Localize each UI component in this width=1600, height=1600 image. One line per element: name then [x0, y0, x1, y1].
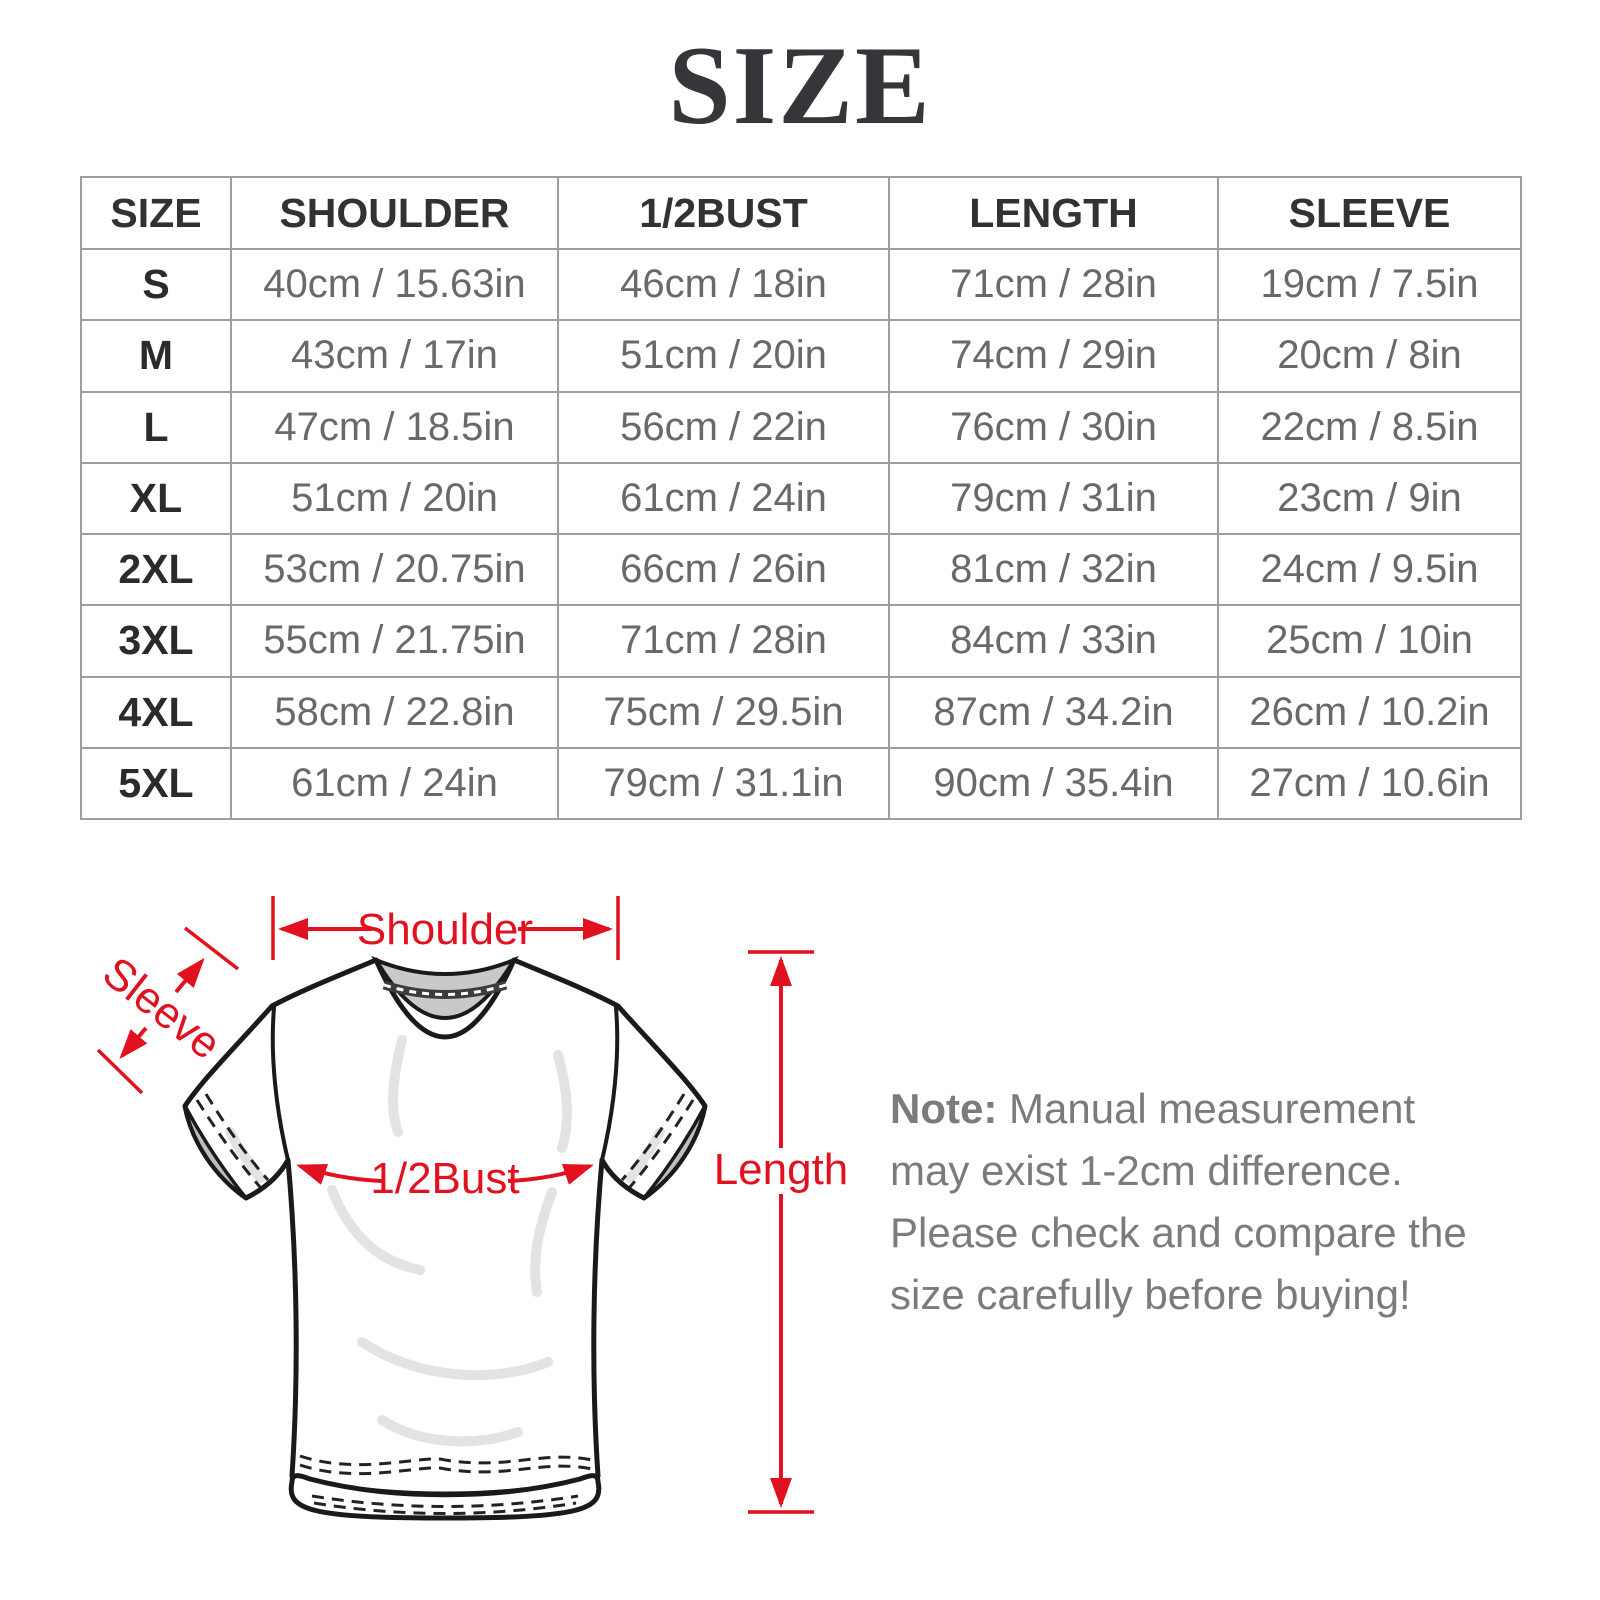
size-cell: 3XL — [81, 605, 231, 676]
table-row — [81, 392, 1521, 463]
table-row — [81, 748, 1521, 819]
measurement-cell: 55cm / 21.75in — [231, 605, 558, 676]
measurement-cell: 47cm / 18.5in — [231, 392, 558, 463]
measurement-cell: 56cm / 22in — [558, 392, 889, 463]
size-table — [80, 176, 1522, 820]
measurement-cell: 27cm / 10.6in — [1218, 748, 1521, 819]
table-row — [81, 249, 1521, 320]
measurement-cell: 46cm / 18in — [558, 249, 889, 320]
measurement-cell: 58cm / 22.8in — [231, 677, 558, 748]
table-row — [81, 320, 1521, 391]
measurement-cell: 90cm / 35.4in — [889, 748, 1218, 819]
length-label: Length — [713, 1145, 849, 1194]
size-cell: L — [81, 392, 231, 463]
size-cell: 4XL — [81, 677, 231, 748]
measurement-cell: 81cm / 32in — [889, 534, 1218, 605]
tshirt-illustration — [185, 960, 705, 1518]
measurement-cell: 53cm / 20.75in — [231, 534, 558, 605]
measurement-cell: 24cm / 9.5in — [1218, 534, 1521, 605]
measurement-cell: 51cm / 20in — [558, 320, 889, 391]
measurement-cell: 75cm / 29.5in — [558, 677, 889, 748]
column-header-length: LENGTH — [889, 177, 1218, 249]
bust-label: 1/2Bust — [370, 1154, 520, 1203]
page-title: SIZE — [668, 24, 932, 148]
column-header-size: SIZE — [81, 177, 231, 249]
measurement-cell: 87cm / 34.2in — [889, 677, 1218, 748]
shoulder-label: Shoulder — [356, 905, 534, 954]
measurement-cell: 71cm / 28in — [558, 605, 889, 676]
measurement-cell: 20cm / 8in — [1218, 320, 1521, 391]
size-cell: M — [81, 320, 231, 391]
measurement-cell: 66cm / 26in — [558, 534, 889, 605]
measurement-cell: 25cm / 10in — [1218, 605, 1521, 676]
measurement-cell: 43cm / 17in — [231, 320, 558, 391]
header-row — [81, 177, 1521, 249]
measurement-cell: 26cm / 10.2in — [1218, 677, 1521, 748]
note-prefix: Note: — [890, 1085, 998, 1132]
column-header-sleeve: SLEEVE — [1218, 177, 1521, 249]
shoulder-annotation — [273, 896, 618, 960]
measurement-cell: 71cm / 28in — [889, 249, 1218, 320]
measurement-cell: 23cm / 9in — [1218, 463, 1521, 534]
size-table-body — [81, 249, 1521, 819]
table-row — [81, 534, 1521, 605]
table-row — [81, 463, 1521, 534]
measurement-cell: 19cm / 7.5in — [1218, 249, 1521, 320]
size-cell: 5XL — [81, 748, 231, 819]
measurement-note — [890, 1078, 1490, 1326]
size-cell: 2XL — [81, 534, 231, 605]
measurement-cell: 22cm / 8.5in — [1218, 392, 1521, 463]
note-text: Manual measurement may exist 1-2cm difference. Please check and compare the size carefully before buying! — [890, 1085, 1467, 1318]
measurement-cell: 40cm / 15.63in — [231, 249, 558, 320]
measurement-cell: 84cm / 33in — [889, 605, 1218, 676]
size-cell: S — [81, 249, 231, 320]
length-annotation — [714, 952, 849, 1512]
table-row — [81, 677, 1521, 748]
size-cell: XL — [81, 463, 231, 534]
measurement-cell: 61cm / 24in — [558, 463, 889, 534]
measurement-cell: 79cm / 31in — [889, 463, 1218, 534]
sleeve-label: Sleeve — [93, 947, 230, 1070]
measurement-cell: 79cm / 31.1in — [558, 748, 889, 819]
table-row — [81, 605, 1521, 676]
size-table-header — [81, 177, 1521, 249]
column-header-shoulder: SHOULDER — [231, 177, 558, 249]
tshirt-measurement-diagram — [80, 860, 860, 1600]
tshirt-outline — [185, 960, 705, 1494]
measurement-cell: 51cm / 20in — [231, 463, 558, 534]
measurement-cell: 74cm / 29in — [889, 320, 1218, 391]
measurement-cell: 61cm / 24in — [231, 748, 558, 819]
column-header-bust: 1/2BUST — [558, 177, 889, 249]
measurement-cell: 76cm / 30in — [889, 392, 1218, 463]
